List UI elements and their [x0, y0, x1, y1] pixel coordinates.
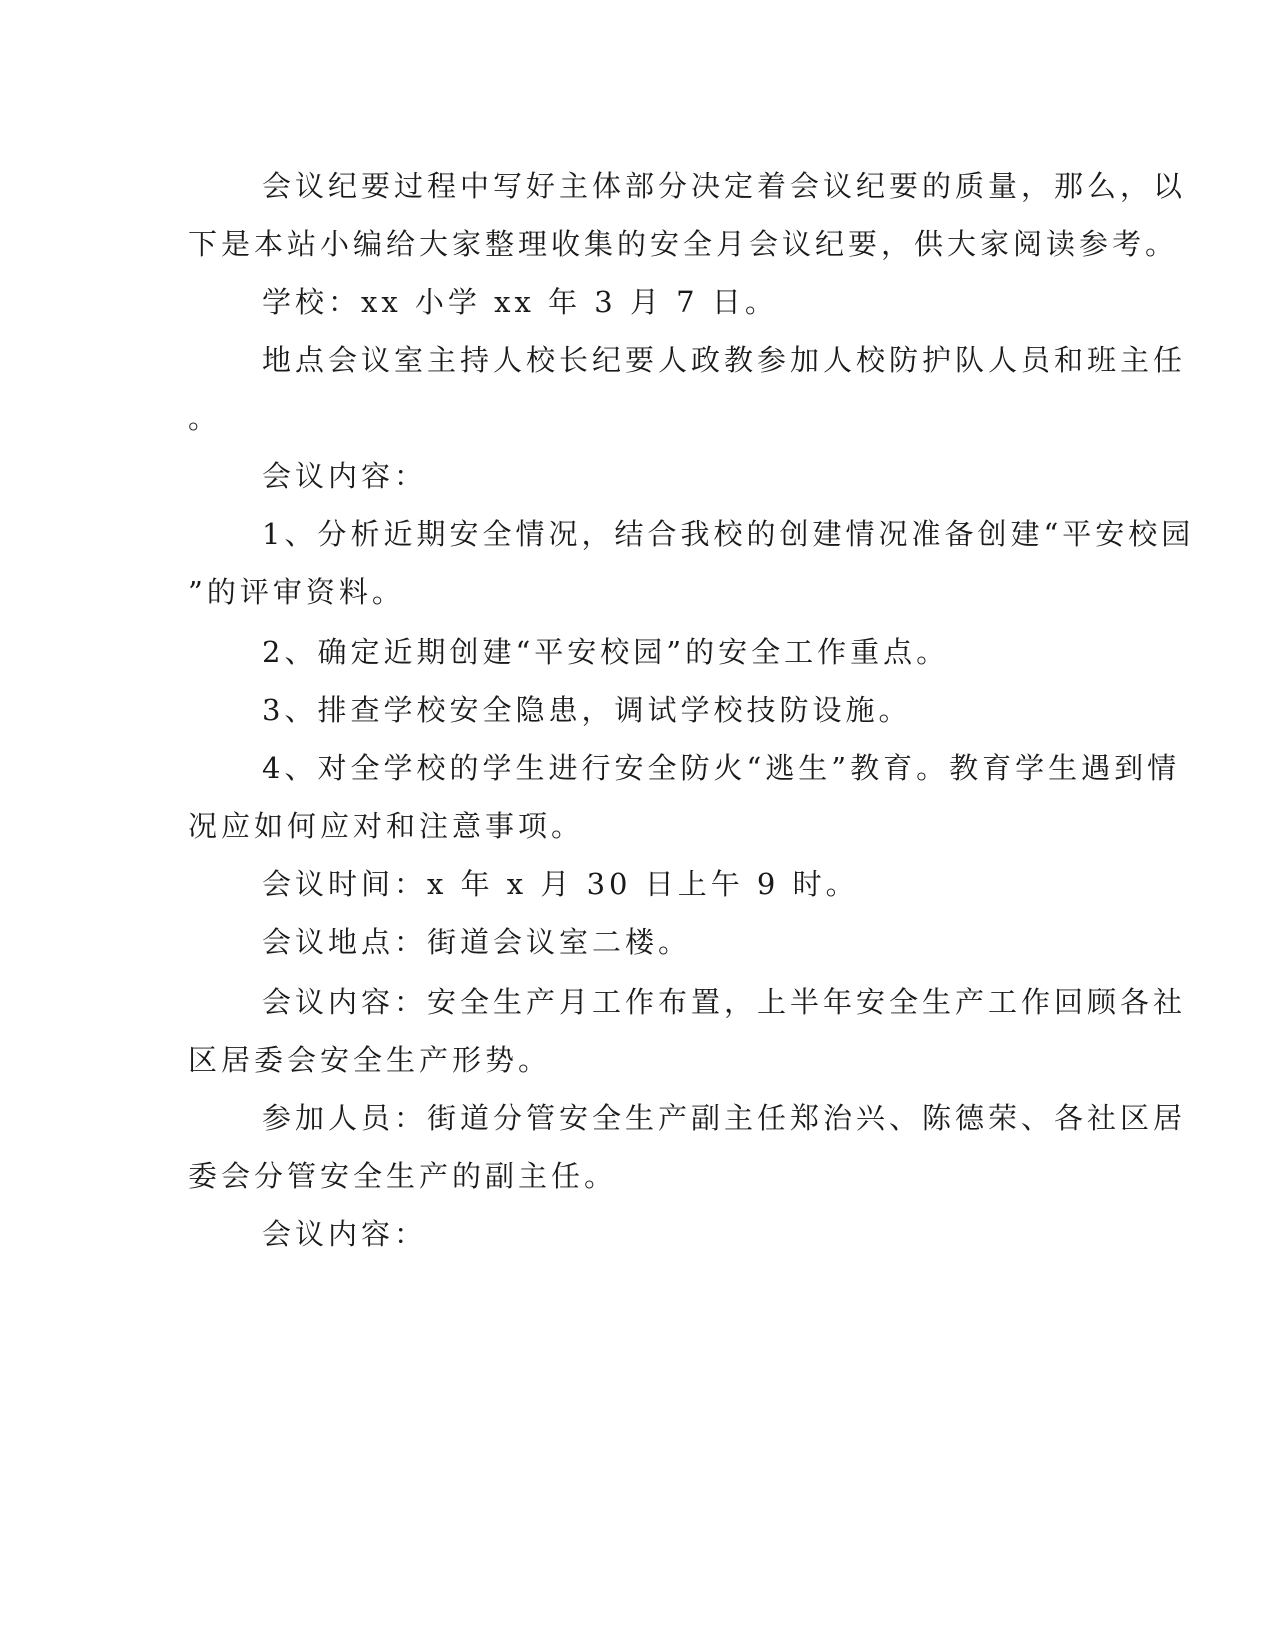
paragraph-meeting-location: 会议地点：街道会议室二楼。: [262, 925, 692, 959]
paragraph-participants-line-1: 参加人员：街道分管安全生产副主任郑治兴、陈德荣、各社区居: [262, 1101, 1187, 1135]
paragraph-attendees-line-2: 。: [188, 401, 222, 435]
list-item-4-line-2: 况应如何应对和注意事项。: [188, 809, 585, 843]
paragraph-school-date: 学校：xx 小学 xx 年 3 月 7 日。: [262, 285, 778, 319]
list-item-1-line-1: 1、分析近期安全情况，结合我校的创建情况准备创建“平安校园: [262, 517, 1195, 551]
paragraph-meeting-content-line-2: 区居委会安全生产形势。: [188, 1043, 552, 1077]
paragraph-attendees-line-1: 地点会议室主持人校长纪要人政教参加人校防护队人员和班主任: [262, 343, 1187, 377]
list-item-1-line-2: ”的评审资料。: [188, 575, 405, 609]
paragraph-content-heading-2: 会议内容：: [262, 1217, 428, 1251]
paragraph-intro-line-1: 会议纪要过程中写好主体部分决定着会议纪要的质量，那么，以: [262, 169, 1187, 203]
list-item-4-line-1: 4、对全学校的学生进行安全防火“逃生”教育。教育学生遇到情: [262, 751, 1181, 785]
paragraph-intro-line-2: 下是本站小编给大家整理收集的安全月会议纪要，供大家阅读参考。: [188, 227, 1179, 261]
paragraph-content-heading-1: 会议内容：: [262, 459, 428, 493]
paragraph-meeting-time: 会议时间：x 年 x 月 30 日上午 9 时。: [262, 867, 859, 901]
paragraph-meeting-content-line-1: 会议内容：安全生产月工作布置，上半年安全生产工作回顾各社: [262, 985, 1187, 1019]
paragraph-participants-line-2: 委会分管安全生产的副主任。: [188, 1159, 618, 1193]
list-item-3: 3、排查学校安全隐患，调试学校技防设施。: [262, 693, 912, 727]
list-item-2: 2、确定近期创建“平安校园”的安全工作重点。: [262, 635, 950, 669]
